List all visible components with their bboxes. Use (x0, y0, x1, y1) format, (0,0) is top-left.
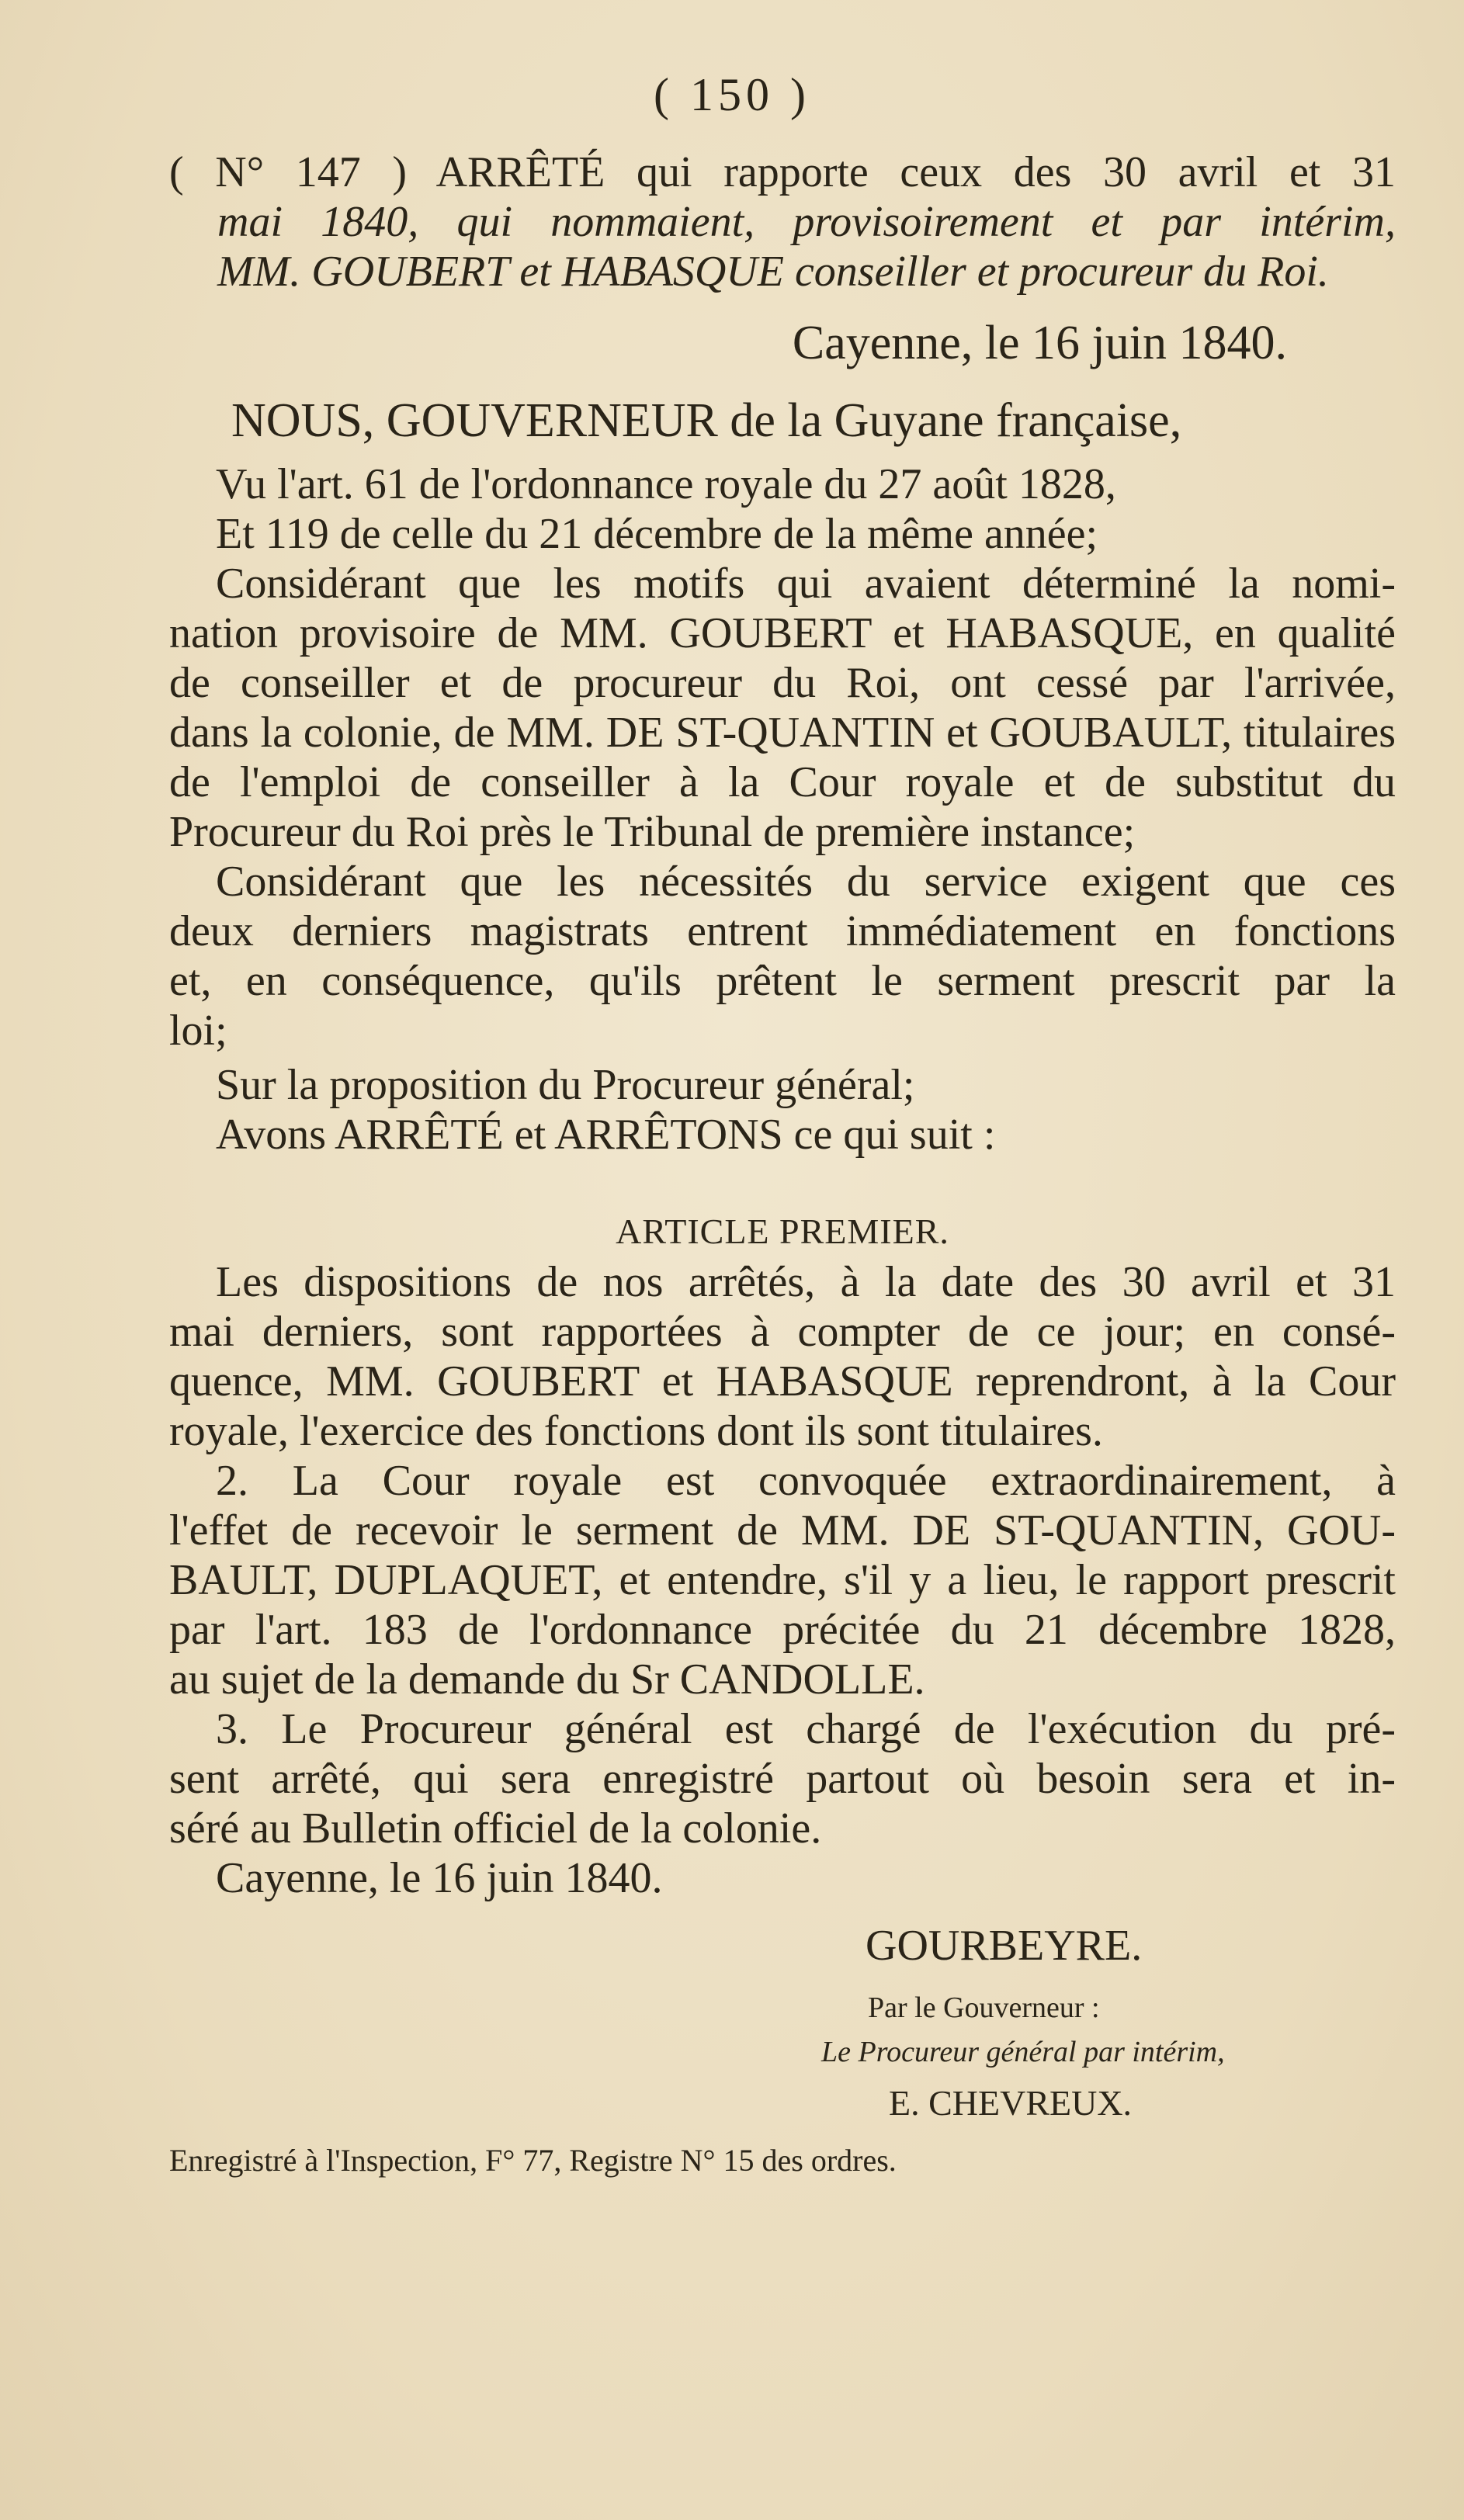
decree-header (169, 147, 1396, 296)
body-line: dans la colonie, de MM. DE ST-QUANTIN et GOUBAULT, titulaires (169, 709, 1396, 757)
article-line: au sujet de la demande du Sr CANDOLLE. (169, 1655, 925, 1704)
body-line: et, en conséquence, qu'ils prêtent le serment prescrit par la (169, 957, 1396, 1005)
article-line: BAULT, DUPLAQUET, et entendre, s'il y a lieu, le rapport prescrit (169, 1556, 1396, 1604)
body-line: Avons ARRÊTÉ et ARRÊTONS ce qui suit : (216, 1111, 996, 1159)
article-line: par l'art. 183 de l'ordonnance précitée du 21 décembre 1828, (169, 1606, 1396, 1654)
body-line: Et 119 de celle du 21 décembre de la même année; (216, 510, 1098, 558)
governor-signature: GOURBEYRE. (866, 1922, 1143, 1970)
article-line: mai derniers, sont rapportées à compter de ce jour; en consé- (169, 1308, 1396, 1356)
article-line: quence, MM. GOUBERT et HABASQUE reprendront, à la Cour (169, 1357, 1396, 1406)
body-line: Considérant que les motifs qui avaient déterminé la nomi- (216, 560, 1396, 608)
body-line: Sur la proposition du Procureur général; (216, 1061, 915, 1109)
header-line-2: mai 1840, qui nommaient, provisoirement et par intérim, (217, 198, 1396, 246)
body-line: Considérant que les nécessités du service exigent que ces (216, 858, 1396, 906)
header-line-3: MM. GOUBERT et HABASQUE conseiller et procureur du Roi. (217, 248, 1329, 296)
by-governor: Par le Gouverneur : (868, 1991, 1100, 2024)
article-line: royale, l'exercice des fonctions dont ils sont titulaires. (169, 1407, 1103, 1455)
considerations (169, 459, 1396, 1159)
body-line: Procureur du Roi près le Tribunal de première instance; (169, 808, 1136, 856)
article-line: sent arrêté, qui sera enregistré partout où besoin sera et in- (169, 1755, 1396, 1803)
header-line-1: ( N° 147 ) ARRÊTÉ qui rapporte ceux des 30 avril et 31 (169, 148, 1396, 196)
intro: NOUS, GOUVERNEUR de la Guyane française, (231, 394, 1182, 447)
article-line: Cayenne, le 16 juin 1840. (216, 1854, 663, 1902)
articles (169, 1257, 1396, 1903)
body-line: de conseiller et de procureur du Roi, ont cessé par l'arrivée, (169, 659, 1396, 707)
article-line: l'effet de recevoir le serment de MM. DE ST-QUANTIN, GOU- (169, 1506, 1396, 1555)
procureur-role: Le Procureur général par intérim, (821, 2036, 1225, 2068)
article-line: séré au Bulletin officiel de la colonie. (169, 1804, 822, 1853)
place-date: Cayenne, le 16 juin 1840. (792, 317, 1287, 369)
registration-footer: Enregistré à l'Inspection, F° 77, Registre N° 15 des ordres. (169, 2143, 897, 2178)
body-line: de l'emploi de conseiller à la Cour royale et de substitut du (169, 758, 1396, 806)
article-line: 3. Le Procureur général est chargé de l'exécution du pré- (216, 1705, 1396, 1753)
article-line: Les dispositions de nos arrêtés, à la date des 30 avril et 31 (216, 1258, 1396, 1306)
article-heading: ARTICLE PREMIER. (616, 1211, 949, 1251)
article-line: 2. La Cour royale est convoquée extraordinairement, à (216, 1457, 1396, 1505)
body-line: deux derniers magistrats entrent immédiatement en fonctions (169, 907, 1396, 955)
body-line: Vu l'art. 61 de l'ordonnance royale du 27 août 1828, (216, 460, 1116, 508)
countersignature: E. CHEVREUX. (889, 2083, 1133, 2123)
page-number: ( 150 ) (654, 69, 810, 120)
body-line: nation provisoire de MM. GOUBERT et HABASQUE, en qualité (169, 609, 1396, 657)
body-line: loi; (169, 1007, 227, 1055)
